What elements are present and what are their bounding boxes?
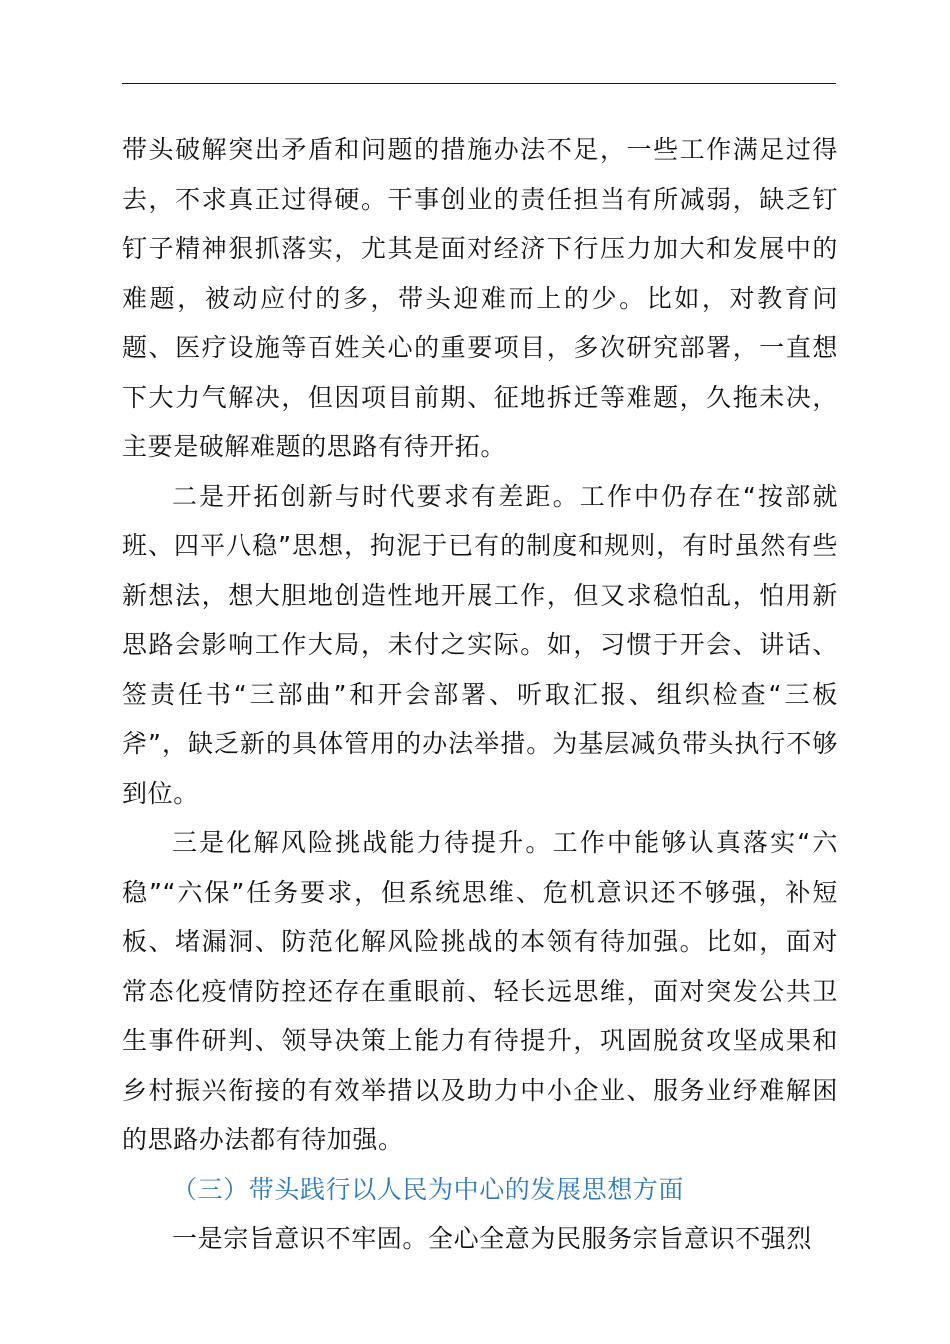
header-rule <box>122 83 836 84</box>
paragraph-risk-capability: 三是化解风险挑战能力待提升。工作中能够认真落实“六稳”“六保”任务要求，但系统思维、危机意识还不够强，补短板、堵漏洞、防范化解风险挑战的本领有待加强。比如，面对常态化疫情防控还存在重眼前、轻长远思维，面对突发公共卫生事件研判、领导决策上能力有待提升，巩固脱贫攻坚成果和乡村振兴衔接的有效举措以及助力中小企业、服务业纾难解困的思路办法都有待加强。 <box>122 828 838 1154</box>
paragraph-continuation: 带头破解突出矛盾和问题的措施办法不足，一些工作满足过得去，不求真正过得硬。干事创业的责任担当有所减弱，缺乏钉钉子精神狠抓落实，尤其是面对经济下行压力加大和发展中的难题，被动应付的多，带头迎难而上的少。比如，对教育问题、医疗设施等百姓关心的重要项目，多次研究部署，一直想下大力气解决，但因项目前期、征地拆迁等难题，久拖未决，主要是破解难题的思路有待开拓。 <box>122 135 838 461</box>
section-heading: （三）带头践行以人民为中心的发展思想方面 <box>172 1174 685 1204</box>
paragraph-purpose-awareness: 一是宗旨意识不牢固。全心全意为民服务宗旨意识不强烈 <box>172 1224 813 1253</box>
paragraph-innovation-gap: 二是开拓创新与时代要求有差距。工作中仍存在“按部就班、四平八稳”思想，拘泥于已有的制度和规则，有时虽然有些新想法，想大胆地创造性地开展工作，但又求稳怕乱，怕用新思路会影响工作大局，未付之实际。如，习惯于开会、讲话、签责任书“三部曲”和开会部署、听取汇报、组织检查“三板斧”，缺乏新的具体管用的办法举措。为基层减负带头执行不够到位。 <box>122 481 838 808</box>
document-body <box>122 125 838 1264</box>
